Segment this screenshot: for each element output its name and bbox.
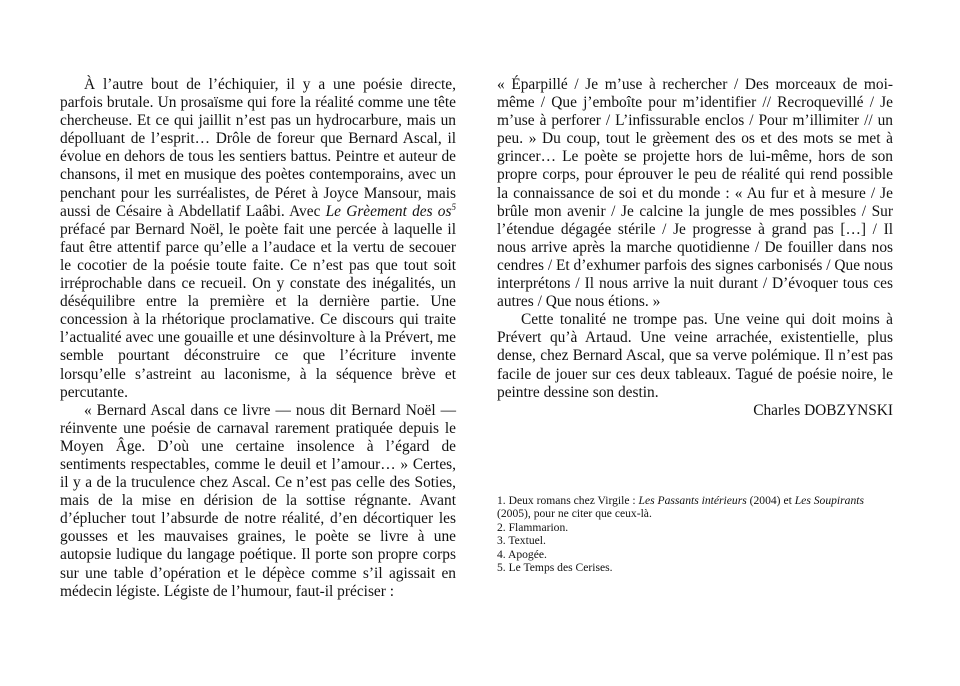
paragraph-3-quote: « Éparpillé / Je m’use à rechercher / Des morceaux de moi-même / Que j’emboîte pour m’identifier // Recroquevillé / Je m’use à perforer / L’infissurable enclos / Pour m’illimiter // un peu. » Du coup, tout le grèement des os et des mots se met à grincer… Le poète se projette hors de lui-même, hors de son propre corps, pour éprouver le peu de réalité qui rend possible la connaissance de soi et du monde : « Au fur et à mesure / Je brûle mon avenir / Je calcine la jungle de mes possibles / Sur l’étendue dégagée stérile / Je progresse à grand pas […] / Il nous arrive après la marche quotidienne / De fouiller dans nos cendres / Et d’exhumer parfois des signes carbonisés / Que nous interprétons / Il nous arrive la nuit durant / D’évoquer tous ces autres / Que nous étions. » [497,76,893,311]
footnote-1-prefix: 1. Deux romans chez Virgile : [497,494,639,507]
footnote-1-mid: (2004) et [746,494,795,507]
book-title: Le Grèement des os [325,202,452,220]
footnote-1 [497,494,893,521]
footnote-1-title-2: Les Soupirants [794,494,864,507]
footnote-ref: 5 [451,201,456,212]
paragraph-2: « Bernard Ascal dans ce livre — nous dit Bernard Noël — réinvente une poésie de carnaval rarement pratiquée depuis le Moyen Âge. D’où une certaine insolence à l’égard de sentiments respectables, comme le deuil et l’amour… » Certes, il y a de la truculence chez Ascal. Ce n’est pas celle des Soties, mais de la mise en dérision de la sottise régnante. Avant d’éplucher tout l’absurde de notre réalité, d’en décortiquer les gousses et les mauvaises graines, le poète se livre à une autopsie ludique du langage poétique. Il porte son propre corps sur une table d’opération et le dépèce comme s’il agissait en médecin légiste. Légiste de l’humour, faut-il préciser : [60,401,456,600]
paragraph-1 [60,76,456,402]
footnote-1-title-1: Les Passants intérieurs [638,494,747,507]
footnote-2: 2. Flammarion. [497,520,569,534]
left-column [60,76,456,601]
paragraph-4: Cette tonalité ne trompe pas. Une veine qui doit moins à Prévert qu’à Artaud. Une veine arrachée, existentielle, plus dense, chez Bernard Ascal, que sa verve polémique. Il n’est pas facile de jouer sur ces deux tableaux. Tagué de poésie noire, le peintre dessine son destin. [497,311,893,401]
right-column [497,76,893,420]
footnotes [497,494,893,574]
footnote-1-suffix: (2005), pour ne citer que ceux-là. [497,507,652,521]
footnote-3: 3. Textuel. [497,534,546,548]
footnote-4: 4. Apogée. [497,547,547,561]
author-signature: Charles DOBZYNSKI [753,401,893,419]
paragraph-1-text-b: préfacé par Bernard Noël, le poète fait une percée à laquelle il faut être attentif parce qu’elle a l’audace et la vertu de secouer le cocotier de la poésie toute faite. Ce n’est pas que tout soit irréprochable dans ce recueil. On y constate des inégalités, un déséquilibre entre la première et la dernière partie. Une concession à la rhétorique proclamative. Ce discours qui traite l’actualité avec une gouaille et une désinvolture à la Prévert, me semble pourtant déconstruire ce que l’écriture invente lorsqu’elle s’astreint au laconisme, à la séquence brève et percutante. [60,220,456,401]
footnote-5: 5. Le Temps des Cerises. [497,561,613,575]
paragraph-1-text-a: À l’autre bout de l’échiquier, il y a une poésie directe, parfois brutale. Un prosaïsme qui fore la réalité comme une tête chercheuse. Et ce qui jaillit n’est pas un hydrocarbure, mais un dépolluant de l’esprit… Drôle de foreur que Bernard Ascal, il évolue en dehors de tous les sentiers battus. Peintre et auteur de chansons, il met en musique des poètes contemporains, avec un penchant pour les surréalistes, de Péret à Joyce Mansour, mais aussi de Césaire à Abdellatif Laâbi. Avec [60,76,456,220]
